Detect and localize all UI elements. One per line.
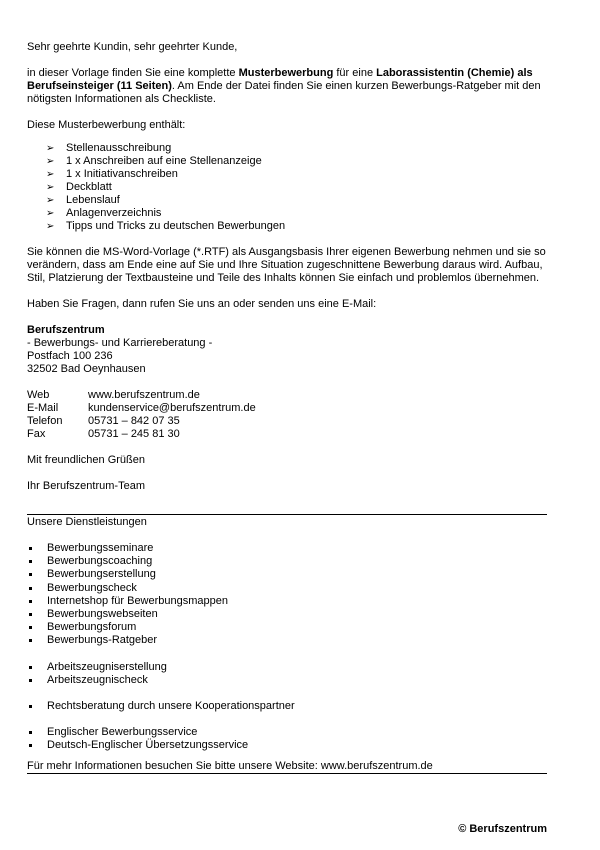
square-bullet-icon [29, 744, 32, 747]
contact-label: Web [27, 389, 50, 401]
list-item [27, 555, 547, 568]
greeting: Sehr geehrte Kundin, sehr geehrter Kunde, [27, 41, 238, 53]
intro-text-3: . Am Ende der Datei finden Sie einen kurzen Bewerbungs-Ratgeber mit den nötigsten Informationen als Checkliste. [27, 80, 541, 105]
signature: Ihr Berufszentrum-Team [27, 480, 145, 492]
intro-bold-2: Laborassistentin (Chemie) als Berufseinsteiger (11 Seiten) [27, 67, 533, 92]
arrow-bullet-icon: ➢ [46, 143, 55, 154]
service-label: Deutsch-Englischer Übersetzungsservice [47, 739, 249, 752]
arrow-bullet-icon: ➢ [46, 208, 55, 219]
list-item [46, 168, 547, 181]
square-bullet-icon [29, 639, 32, 642]
service-label: Englischer Bewerbungsservice [47, 726, 198, 739]
list-item [27, 726, 547, 739]
list-item [46, 181, 547, 194]
list-item [27, 634, 547, 647]
contains-heading: Diese Musterbewerbung enthält: [27, 119, 186, 131]
arrow-bullet-icon: ➢ [46, 156, 55, 167]
services-list [27, 542, 547, 648]
arrow-bullet-icon: ➢ [46, 182, 55, 193]
square-bullet-icon [29, 679, 32, 682]
list-item-label: 1 x Initiativanschreiben [66, 168, 178, 180]
square-bullet-icon [29, 613, 32, 616]
list-item [27, 621, 547, 634]
square-bullet-icon [29, 666, 32, 669]
list-item [27, 608, 547, 621]
contact-label: Fax [27, 428, 46, 440]
copyright-footer: © Berufszentrum [458, 823, 547, 835]
square-bullet-icon [29, 573, 32, 576]
intro-text-2: für eine [333, 67, 377, 79]
service-label: Arbeitszeugniserstellung [47, 660, 167, 673]
list-item-label: Tipps und Tricks zu deutschen Bewerbungen [66, 220, 286, 232]
service-label: Arbeitszeugnischeck [47, 673, 148, 686]
services-list [27, 700, 547, 713]
service-label: Internetshop für Bewerbungsmappen [47, 594, 229, 607]
intro-paragraph [27, 67, 547, 106]
service-label: Bewerbungserstellung [47, 568, 156, 581]
list-item [46, 207, 547, 220]
square-bullet-icon [29, 705, 32, 708]
square-bullet-icon [29, 547, 32, 550]
service-label: Bewerbungscoaching [47, 555, 153, 568]
list-item [46, 220, 547, 233]
email-link[interactable]: kundenservice@berufszentrum.de [88, 402, 256, 414]
contact-row-phone [27, 415, 547, 428]
contact-row-fax [27, 428, 547, 441]
square-bullet-icon [29, 560, 32, 563]
list-item-label: Stellenausschreibung [66, 142, 172, 154]
more-info-text: Für mehr Informationen besuchen Sie bitte unsere Website: www.berufszentrum.de [27, 760, 433, 773]
contact-row-email [27, 402, 547, 415]
intro-bold-1: Musterbewerbung [238, 67, 334, 79]
address-line: 32502 Bad Oeynhausen [27, 363, 146, 375]
service-label: Bewerbungsforum [47, 621, 137, 634]
list-item [27, 700, 547, 713]
service-label: Bewerbungs-Ratgeber [47, 634, 158, 647]
arrow-bullet-icon: ➢ [46, 195, 55, 206]
services-list [27, 726, 547, 752]
letter-content [27, 41, 547, 774]
list-item [27, 568, 547, 581]
square-bullet-icon [29, 626, 32, 629]
divider [27, 773, 547, 774]
closing: Mit freundlichen Grüßen [27, 454, 145, 466]
arrow-bullet-icon: ➢ [46, 169, 55, 180]
square-bullet-icon [29, 587, 32, 590]
usage-paragraph: Sie können die MS-Word-Vorlage (*.RTF) als Ausgangsbasis Ihrer eigenen Bewerbung nehmen und sie so verändern, dass am Ende eine auf Sie und Ihre Situation zugeschnittene Bewerbung daraus wird. Aufbau, Stil, Platzierung der Textbausteine und Teile des Inhalts können Sie einfach und problemlos übernehmen. [27, 246, 546, 284]
address-line: Postfach 100 236 [27, 350, 113, 362]
service-label: Rechtsberatung durch unsere Kooperationspartner [47, 699, 295, 712]
arrow-bullet-icon: ➢ [46, 221, 55, 232]
service-label: Bewerbungsseminare [47, 542, 154, 554]
square-bullet-icon [29, 731, 32, 734]
list-item [46, 194, 547, 207]
company-name: Berufszentrum [27, 324, 105, 336]
list-item-label: Anlagenverzeichnis [66, 207, 162, 219]
list-item [27, 739, 547, 752]
questions-text: Haben Sie Fragen, dann rufen Sie uns an oder senden uns eine E-Mail: [27, 298, 377, 310]
contact-label: Telefon [27, 415, 63, 427]
contact-label: E-Mail [27, 402, 59, 414]
square-bullet-icon [29, 600, 32, 603]
address-name [27, 324, 547, 337]
contact-row-web [27, 389, 547, 402]
services-heading: Unsere Dienstleistungen [27, 516, 147, 528]
intro-text-1: in dieser Vorlage finden Sie eine komplette [27, 67, 239, 79]
service-label: Bewerbungscheck [47, 581, 137, 594]
list-item [27, 582, 547, 595]
list-item-label: Lebenslauf [66, 194, 120, 206]
phone-value: 05731 – 842 07 35 [88, 415, 180, 427]
list-item [27, 542, 547, 555]
list-item [46, 142, 547, 155]
contents-list [46, 142, 547, 233]
list-item-label: Deckblatt [66, 181, 112, 193]
list-item [46, 155, 547, 168]
list-item [27, 674, 547, 687]
service-label: Bewerbungswebseiten [47, 607, 158, 620]
list-item [27, 595, 547, 608]
list-item-label: 1 x Anschreiben auf eine Stellenanzeige [66, 155, 262, 167]
website-link[interactable]: www.berufszentrum.de [88, 389, 200, 401]
fax-value: 05731 – 245 81 30 [88, 428, 180, 440]
services-list [27, 661, 547, 687]
list-item [27, 661, 547, 674]
address-line: - Bewerbungs- und Karriereberatung - [27, 337, 213, 349]
